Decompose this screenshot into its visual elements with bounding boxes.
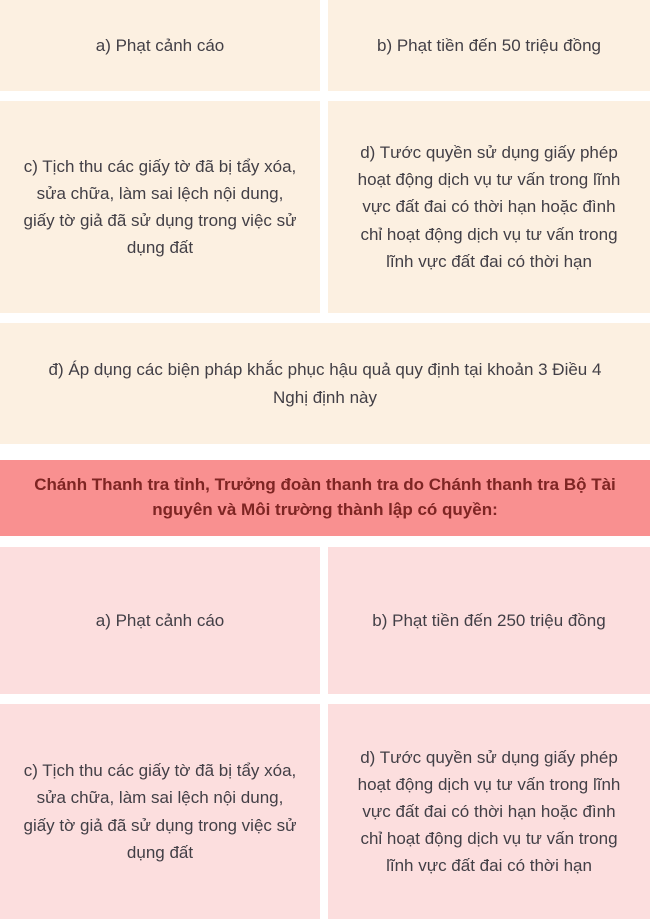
- bottom-cell-b-text: b) Phạt tiền đến 250 triệu đồng: [372, 610, 606, 630]
- top-cell-b-text: b) Phạt tiền đến 50 triệu đồng: [377, 35, 601, 55]
- bottom-cell-d-text: d) Tước quyền sử dụng giấy phép hoạt động dịch vụ tư vấn trong lĩnh vực đất đai có thời hạn hoặc đình chỉ hoạt động dịch vụ tư vấn trong lĩnh vực đất đai có thời hạn: [357, 747, 621, 876]
- bottom-cell-a-text: a) Phạt cảnh cáo: [95, 610, 225, 630]
- bottom-cell-c-text: c) Tịch thu các giấy tờ đã bị tẩy xóa, sửa chữa, làm sai lệch nội dung, giấy tờ giả đã sử dụng trong việc sử dụng đất: [23, 761, 297, 862]
- bottom-cell-a: [0, 547, 320, 694]
- top-row-cd: [0, 101, 650, 313]
- top-cell-b: [328, 0, 650, 91]
- bottom-row-cd: [0, 704, 650, 919]
- top-cell-a: [0, 0, 320, 91]
- section-header-text: Chánh Thanh tra tỉnh, Trưởng đoàn thanh tra do Chánh thanh tra Bộ Tài nguyên và Môi trường thành lập có quyền:: [34, 475, 616, 519]
- top-cell-dd-text: đ) Áp dụng các biện pháp khắc phục hậu quả quy định tại khoản 3 Điều 4 Nghị định này: [48, 360, 602, 407]
- section-header: [0, 460, 650, 536]
- top-cell-a-text: a) Phạt cảnh cáo: [95, 35, 225, 55]
- top-row-dd: [0, 323, 650, 444]
- top-row-ab: [0, 0, 650, 91]
- top-cell-d-text: d) Tước quyền sử dụng giấy phép hoạt động dịch vụ tư vấn trong lĩnh vực đất đai có thời hạn hoặc đình chỉ hoạt động dịch vụ tư vấn trong lĩnh vực đất đai có thời hạn: [357, 143, 621, 271]
- bottom-cell-d: [328, 704, 650, 919]
- top-cell-dd: [0, 323, 650, 444]
- bottom-cell-b: [328, 547, 650, 694]
- bottom-row-ab: [0, 547, 650, 694]
- top-cell-c: [0, 101, 320, 313]
- top-cell-c-text: c) Tịch thu các giấy tờ đã bị tẩy xóa, sửa chữa, làm sai lệch nội dung, giấy tờ giả đã sử dụng trong việc sử dụng đất: [23, 156, 297, 258]
- bottom-cell-c: [0, 704, 320, 919]
- top-cell-d: [328, 101, 650, 313]
